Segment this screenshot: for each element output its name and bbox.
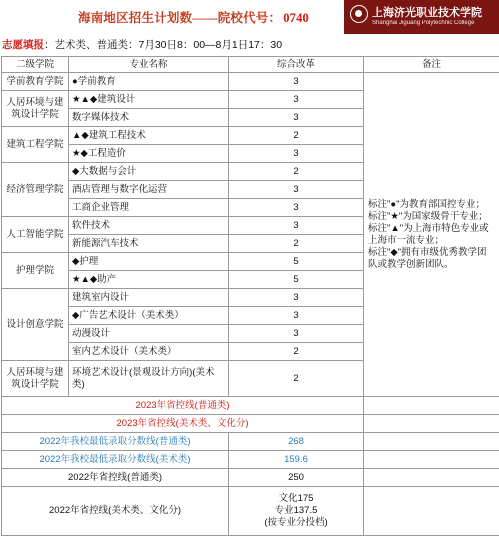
college-cell: 护理学院 bbox=[2, 253, 69, 289]
major-cell: 工商企业管理 bbox=[69, 199, 229, 217]
logo-name-en: Shanghai Jiguang Polytechnic College bbox=[372, 20, 475, 26]
count-cell: 3 bbox=[229, 109, 364, 127]
college-code: 0740 bbox=[283, 11, 310, 25]
count-cell: 3 bbox=[229, 217, 364, 235]
footer-row-2023-normal bbox=[2, 397, 499, 415]
major-cell: ◆护理 bbox=[69, 253, 229, 271]
major-cell: ★▲◆建筑设计 bbox=[69, 91, 229, 109]
column-header-college: 二级学院 bbox=[2, 57, 69, 73]
footer-row-2022-min-normal bbox=[2, 433, 499, 451]
column-header-major: 专业名称 bbox=[69, 57, 229, 73]
count-cell: 3 bbox=[229, 199, 364, 217]
page-title bbox=[78, 8, 309, 26]
count-cell: 5 bbox=[229, 271, 364, 289]
college-cell: 人居环境与建筑设计学院 bbox=[2, 91, 69, 127]
notice-label: 志愿填报 bbox=[2, 39, 44, 51]
line-2022-art-note: (按专业分投档) bbox=[264, 517, 328, 528]
major-cell: 新能源汽车技术 bbox=[69, 235, 229, 253]
blank-cell bbox=[364, 451, 499, 469]
count-cell: 3 bbox=[229, 307, 364, 325]
remark-line: 标注"◆"拥有市级优秀教学团队或教学创新团队。 bbox=[368, 246, 487, 270]
count-cell: 2 bbox=[229, 361, 364, 397]
plan-table bbox=[1, 56, 499, 536]
count-cell: 2 bbox=[229, 343, 364, 361]
blank-cell bbox=[364, 415, 499, 433]
footer-row-2022-line-art bbox=[2, 487, 499, 536]
column-header-reform: 综合改革 bbox=[229, 57, 364, 73]
notice-text: ：艺术类、普通类：7月30日8：00—8月1日17：30 bbox=[44, 39, 283, 51]
count-cell: 2 bbox=[229, 235, 364, 253]
count-cell: 3 bbox=[229, 145, 364, 163]
major-cell: 动漫设计 bbox=[69, 325, 229, 343]
application-notice bbox=[2, 37, 282, 52]
header-bar bbox=[0, 0, 499, 34]
college-logo bbox=[344, 0, 499, 34]
page-title-text: 海南地区招生计划数——院校代号： bbox=[78, 11, 282, 25]
count-cell: 2 bbox=[229, 163, 364, 181]
count-cell: 3 bbox=[229, 289, 364, 307]
blank-cell bbox=[364, 487, 499, 536]
college-cell: 设计创意学院 bbox=[2, 289, 69, 361]
remark-line: 标注"★"为国家级骨干专业； bbox=[368, 210, 488, 222]
min-2022-normal-label: 2022年我校最低录取分数线(普通类) bbox=[2, 433, 229, 451]
remark-line: 标注"▲"为上海市特色专业或上海市一流专业； bbox=[368, 222, 489, 246]
line-2022-art-culture: 文化175 bbox=[278, 493, 314, 504]
count-cell: 3 bbox=[229, 73, 364, 91]
min-2022-art-label: 2022年我校最低录取分数线(美术类) bbox=[2, 451, 229, 469]
logo-name-cn: 上海济光职业技术学院 bbox=[372, 7, 482, 19]
college-cell: 人居环境与建筑设计学院 bbox=[2, 361, 69, 397]
count-cell: 2 bbox=[229, 127, 364, 145]
major-cell: ◆大数据与会计 bbox=[69, 163, 229, 181]
major-cell: ●学前教育 bbox=[69, 73, 229, 91]
line-2022-art-label: 2022年省控线(美术类、文化分) bbox=[2, 487, 229, 536]
count-cell: 3 bbox=[229, 181, 364, 199]
major-cell: 建筑室内设计 bbox=[69, 289, 229, 307]
blank-cell bbox=[364, 397, 499, 415]
count-cell: 5 bbox=[229, 253, 364, 271]
count-cell: 3 bbox=[229, 91, 364, 109]
table-header-row bbox=[2, 57, 499, 73]
remark-cell bbox=[364, 73, 499, 397]
major-cell: ★◆工程造价 bbox=[69, 145, 229, 163]
college-cell: 人工智能学院 bbox=[2, 217, 69, 253]
table-row bbox=[2, 73, 499, 91]
major-cell: 数字媒体技术 bbox=[69, 109, 229, 127]
line-2023-art: 2023年省控线(美术类、文化分) bbox=[2, 415, 364, 433]
footer-row-2022-min-art bbox=[2, 451, 499, 469]
remark-line: 标注"●"为教育部国控专业； bbox=[368, 198, 485, 210]
major-cell: 室内艺术设计（美术类） bbox=[69, 343, 229, 361]
major-cell: ★▲◆助产 bbox=[69, 271, 229, 289]
college-cell: 经济管理学院 bbox=[2, 163, 69, 217]
major-cell: ◆广告艺术设计（美术类） bbox=[69, 307, 229, 325]
line-2022-normal-label: 2022年省控线(普通类) bbox=[2, 469, 229, 487]
line-2022-art-major: 专业137.5 bbox=[274, 505, 318, 516]
blank-cell bbox=[364, 469, 499, 487]
major-cell: 软件技术 bbox=[69, 217, 229, 235]
column-header-remark: 备注 bbox=[364, 57, 499, 73]
major-cell: 环境艺术设计(景观设计方向)(美术类) bbox=[69, 361, 229, 397]
min-2022-art-value: 159.6 bbox=[229, 451, 364, 469]
min-2022-normal-value: 268 bbox=[229, 433, 364, 451]
line-2022-art-value bbox=[229, 487, 364, 536]
line-2022-normal-value: 250 bbox=[229, 469, 364, 487]
footer-row-2023-art bbox=[2, 415, 499, 433]
major-cell: 酒店管理与数字化运营 bbox=[69, 181, 229, 199]
blank-cell bbox=[364, 433, 499, 451]
major-cell: ▲◆建筑工程技术 bbox=[69, 127, 229, 145]
footer-row-2022-line-normal bbox=[2, 469, 499, 487]
college-cell: 建筑工程学院 bbox=[2, 127, 69, 163]
count-cell: 3 bbox=[229, 325, 364, 343]
college-emblem-icon bbox=[350, 5, 368, 23]
line-2023-normal: 2023年省控线(普通类) bbox=[2, 397, 364, 415]
college-cell: 学前教育学院 bbox=[2, 73, 69, 91]
